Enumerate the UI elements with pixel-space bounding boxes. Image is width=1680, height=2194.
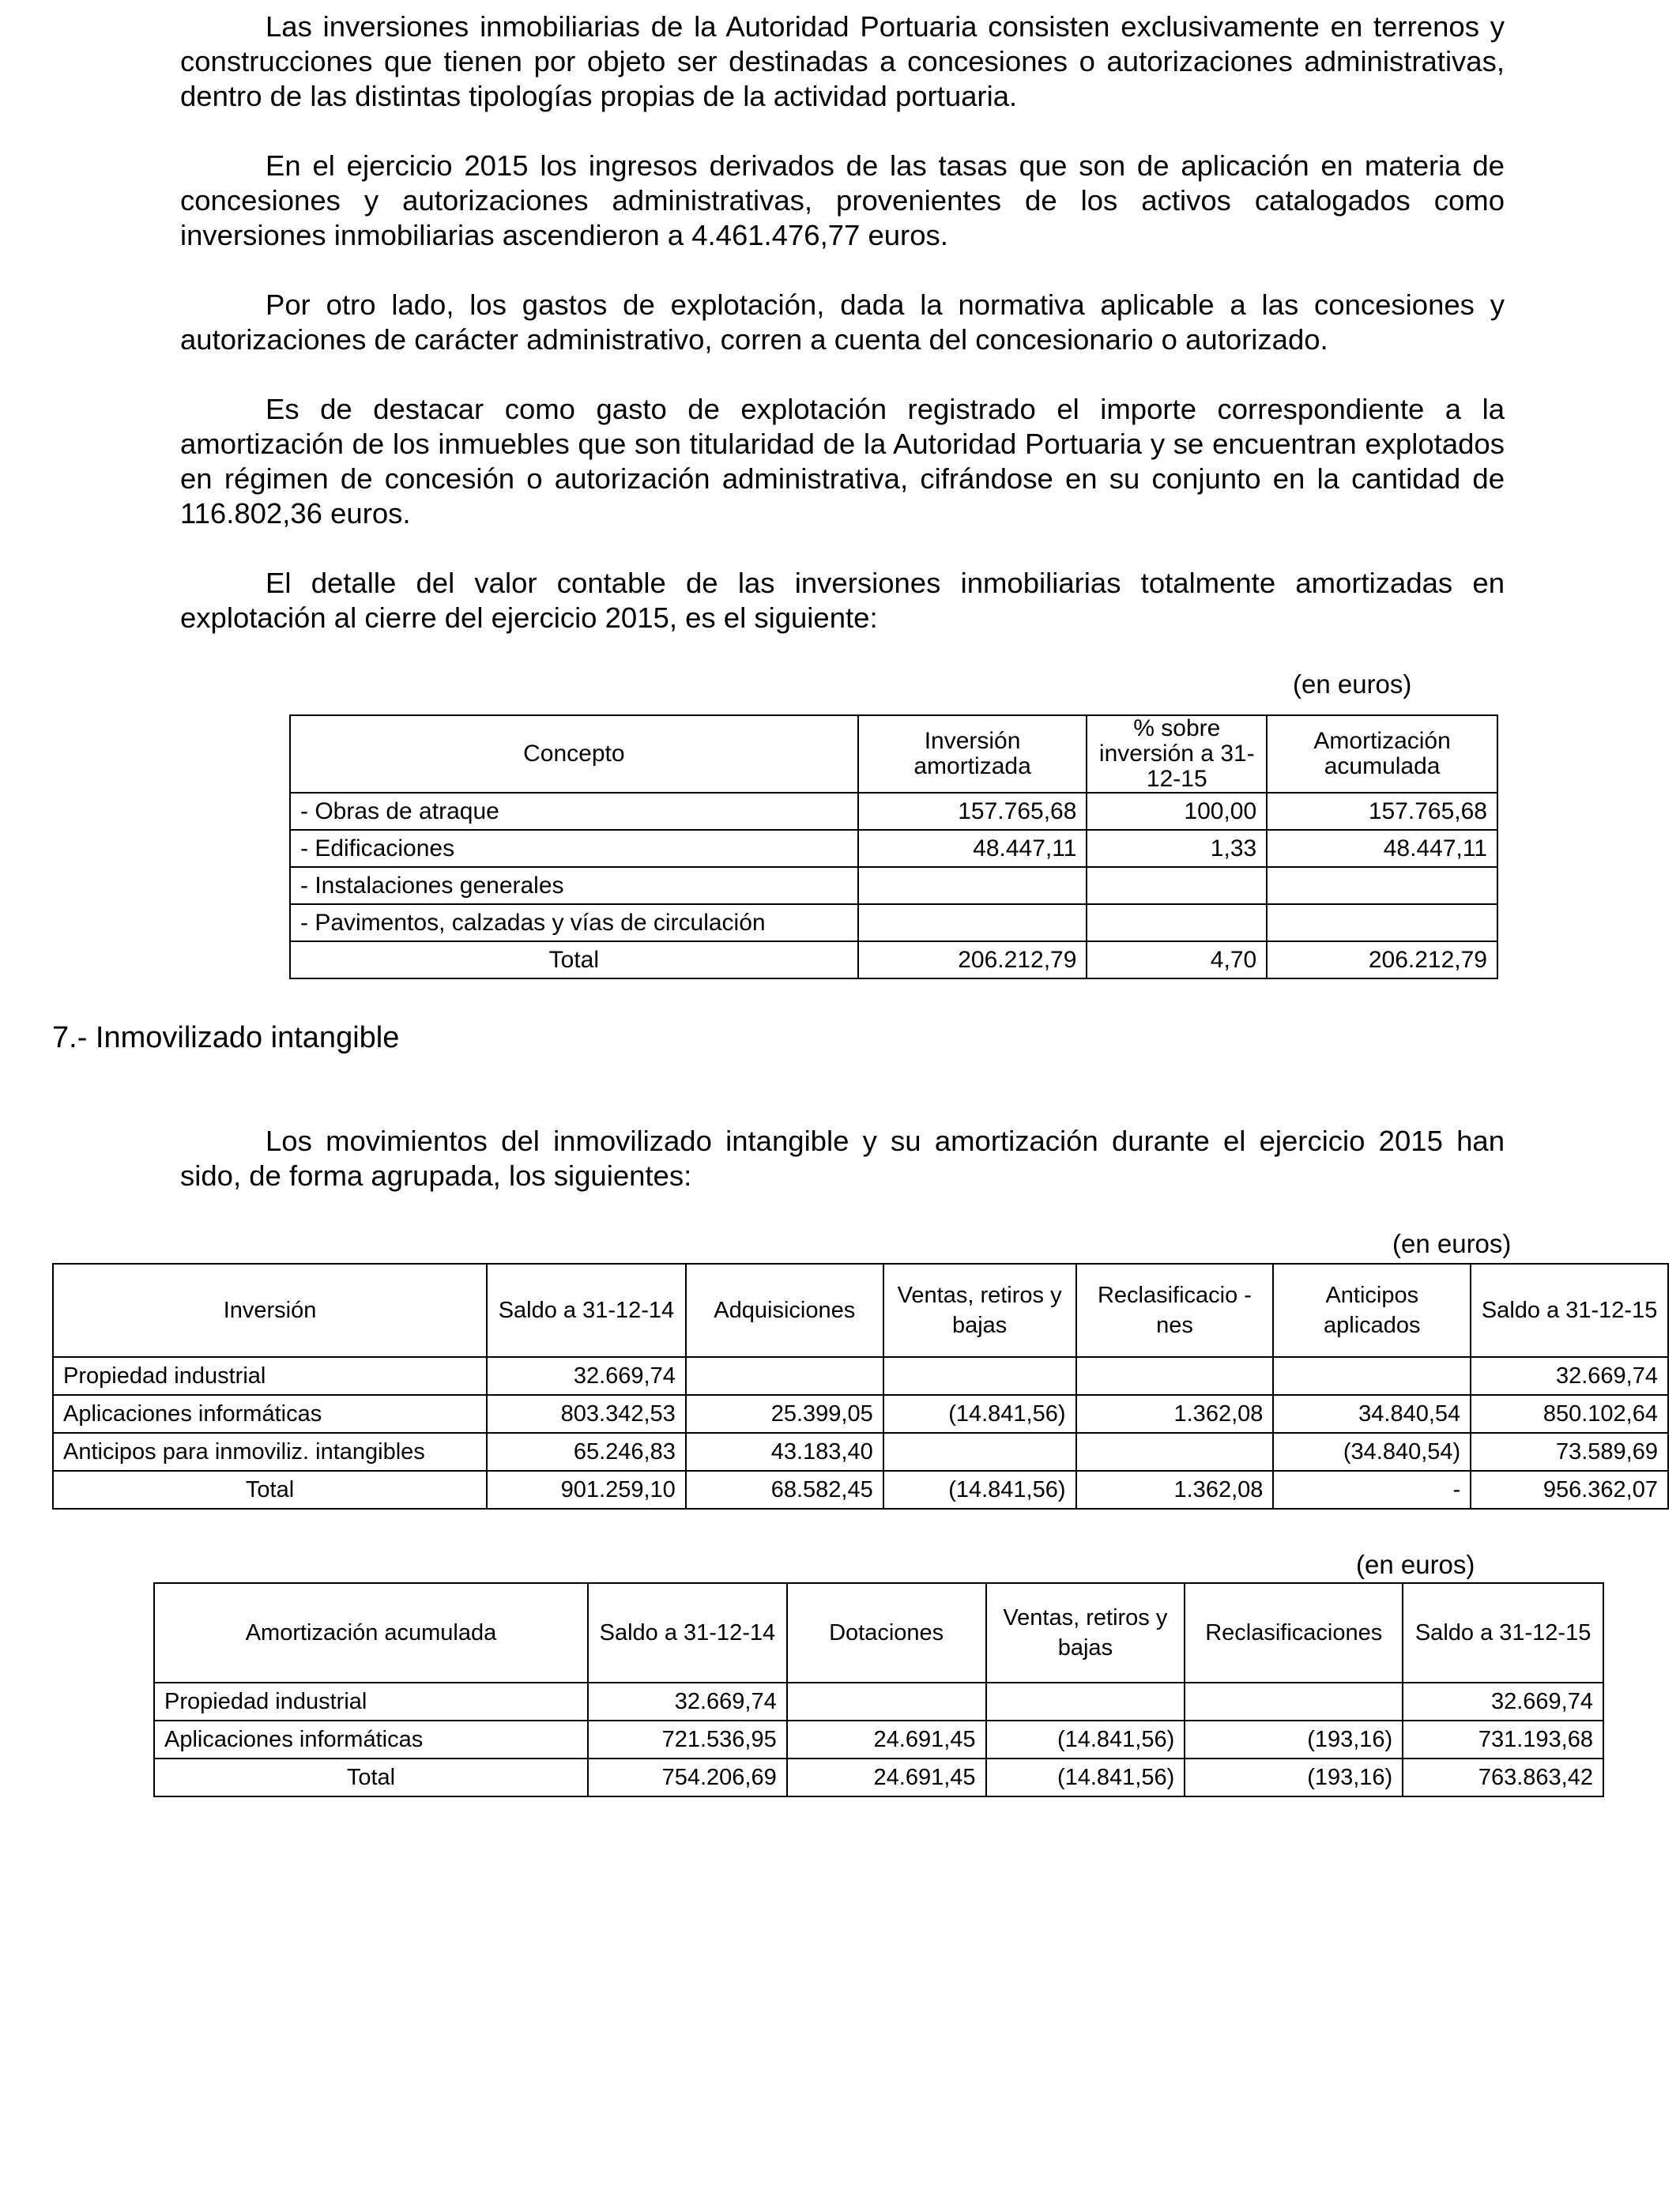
t2-header-saldo-final: Saldo a 31-12-15 bbox=[1471, 1264, 1668, 1357]
table-row: - Obras de atraque 157.765,68 100,00 157.765,68 bbox=[290, 793, 1497, 830]
t3-header-ventas: Ventas, retiros y bajas bbox=[986, 1583, 1185, 1683]
t3-header-saldo-final: Saldo a 31-12-15 bbox=[1403, 1583, 1603, 1683]
t2-header-reclasificaciones: Reclasificacio - nes bbox=[1076, 1264, 1274, 1357]
table-total-row: Total 206.212,79 4,70 206.212,79 bbox=[290, 941, 1497, 978]
t1-header-porcentaje: % sobre inversión a 31-12-15 bbox=[1087, 715, 1267, 793]
table-row: - Pavimentos, calzadas y vías de circulación bbox=[290, 904, 1497, 941]
table-row: Propiedad industrial 32.669,74 32.669,74 bbox=[53, 1357, 1668, 1395]
paragraph-6: Los movimientos del inmovilizado intangible y su amortización durante el ejercicio 2015 han sido, de forma agrupada, los siguientes: bbox=[180, 1125, 1505, 1192]
t3-header-saldo-inicial: Saldo a 31-12-14 bbox=[588, 1583, 787, 1683]
t2-header-inversion: Inversión bbox=[53, 1264, 487, 1357]
unit-label-1: (en euros) bbox=[1293, 669, 1412, 699]
table-row: Anticipos para inmoviliz. intangibles 65.246,83 43.183,40 (34.840,54) 73.589,69 bbox=[53, 1433, 1668, 1471]
t3-header-amortizacion: Amortización acumulada bbox=[154, 1583, 588, 1683]
paragraph-2: En el ejercicio 2015 los ingresos derivados de las tasas que son de aplicación en materia de concesiones y autorizaciones administrativas, provenientes de los activos catalogados como inversiones inmobiliarias ascendieron a 4.461.476,77 euros. bbox=[180, 149, 1505, 251]
table-accumulated-amortization bbox=[153, 1582, 1604, 1797]
unit-label-3: (en euros) bbox=[1356, 1550, 1475, 1579]
t1-header-inversion: Inversión amortizada bbox=[858, 715, 1087, 793]
t1-header-amortizacion: Amortización acumulada bbox=[1267, 715, 1497, 793]
t2-header-saldo-inicial: Saldo a 31-12-14 bbox=[487, 1264, 686, 1357]
t2-header-anticipos: Anticipos aplicados bbox=[1273, 1264, 1471, 1357]
t3-header-dotaciones: Dotaciones bbox=[787, 1583, 986, 1683]
section-heading: 7.- Inmovilizado intangible bbox=[52, 1021, 400, 1054]
t2-header-adquisiciones: Adquisiciones bbox=[686, 1264, 883, 1357]
paragraph-5: El detalle del valor contable de las inversiones inmobiliarias totalmente amortizadas en explotación al cierre del ejercicio 2015, es el siguiente: bbox=[180, 567, 1505, 634]
t1-header-concepto: Concepto bbox=[290, 715, 858, 793]
t2-header-ventas: Ventas, retiros y bajas bbox=[883, 1264, 1076, 1357]
table-row: - Instalaciones generales bbox=[290, 867, 1497, 904]
table-fully-amortized-investments bbox=[289, 714, 1498, 979]
table-row: - Edificaciones 48.447,11 1,33 48.447,11 bbox=[290, 830, 1497, 867]
table-row: Aplicaciones informáticas 803.342,53 25.399,05 (14.841,56) 1.362,08 34.840,54 850.102,64 bbox=[53, 1395, 1668, 1433]
table-total-row: Total 754.206,69 24.691,45 (14.841,56) (193,16) 763.863,42 bbox=[154, 1759, 1603, 1796]
t3-header-reclasificaciones: Reclasificaciones bbox=[1185, 1583, 1403, 1683]
table-intangible-investment bbox=[52, 1263, 1669, 1510]
table-total-row: Total 901.259,10 68.582,45 (14.841,56) 1.362,08 - 956.362,07 bbox=[53, 1471, 1668, 1509]
table-row: Propiedad industrial 32.669,74 32.669,74 bbox=[154, 1683, 1603, 1721]
paragraph-1: Las inversiones inmobiliarias de la Autoridad Portuaria consisten exclusivamente en terrenos y construcciones que tienen por objeto ser destinadas a concesiones o autorizaciones administrativas, dentro de las distintas tipologías propias de la actividad portuaria. bbox=[180, 10, 1505, 112]
paragraph-3: Por otro lado, los gastos de explotación, dada la normativa aplicable a las concesiones y autorizaciones de carácter administrativo, corren a cuenta del concesionario o autorizado. bbox=[180, 288, 1505, 356]
paragraph-4: Es de destacar como gasto de explotación registrado el importe correspondiente a la amortización de los inmuebles que son titularidad de la Autoridad Portuaria y se encuentran explotados en régimen de concesión o autorización administrativa, cifrándose en su conjunto en la cantidad de 116.802,36 euros. bbox=[180, 393, 1505, 530]
table-row: Aplicaciones informáticas 721.536,95 24.691,45 (14.841,56) (193,16) 731.193,68 bbox=[154, 1721, 1603, 1759]
unit-label-2: (en euros) bbox=[1392, 1229, 1512, 1258]
